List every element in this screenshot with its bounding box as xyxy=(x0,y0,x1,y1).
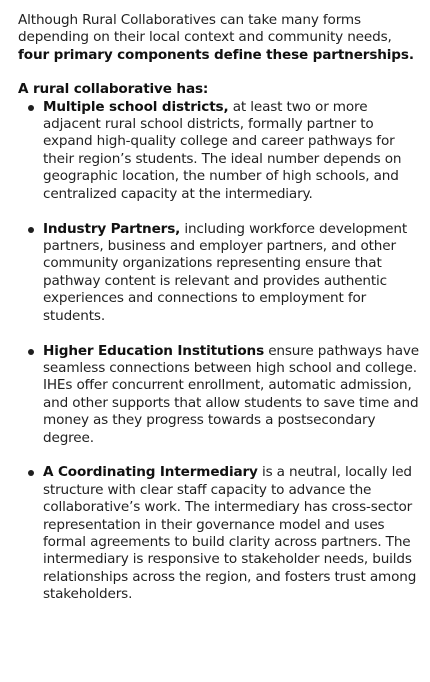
list-heading: A rural collaborative has: xyxy=(18,81,209,98)
item-body: including workforce development partners, business and employer partners, and other community organizations representing ensure that pathway content is relevant and provides authentic experiences and connections to employment for students. xyxy=(43,220,408,324)
intro-text: Although Rural Collaboratives can take many forms depending on their local context and community needs, xyxy=(18,12,392,46)
item-title-industry-partners: Industry Partners, xyxy=(43,220,181,237)
list-item xyxy=(43,99,420,203)
intro-emphasis: four primary components define these partnerships. xyxy=(18,46,414,63)
list-item xyxy=(43,343,420,447)
item-title-higher-education: Higher Education Institutions xyxy=(43,342,265,359)
list-item xyxy=(43,221,420,325)
item-body: at least two or more adjacent rural school districts, formally partner to expand high-quality college and career pathways for their region’s students. The ideal number depends on geographic location, the number of high schools, and centralized capacity at the intermediary. xyxy=(43,98,402,202)
intro-paragraph xyxy=(18,12,420,64)
item-body: ensure pathways have seamless connections between high school and college. IHEs offer concurrent enrollment, automatic admission, and other supports that allow students to save time and money as they progress towards a postsecondary degree. xyxy=(43,342,419,446)
item-body: is a neutral, locally led structure with clear staff capacity to advance the collaborative’s work. The intermediary has cross-sector representation in their governance model and uses formal agreements to build clarity across partners. The intermediary is responsive to stakeholder needs, builds relationships across the region, and fosters trust among stakeholders. xyxy=(43,464,417,603)
components-list xyxy=(18,99,420,604)
item-title-intermediary: A Coordinating Intermediary xyxy=(43,464,258,481)
list-item xyxy=(43,464,420,603)
item-title-school-districts: Multiple school districts, xyxy=(43,98,229,115)
